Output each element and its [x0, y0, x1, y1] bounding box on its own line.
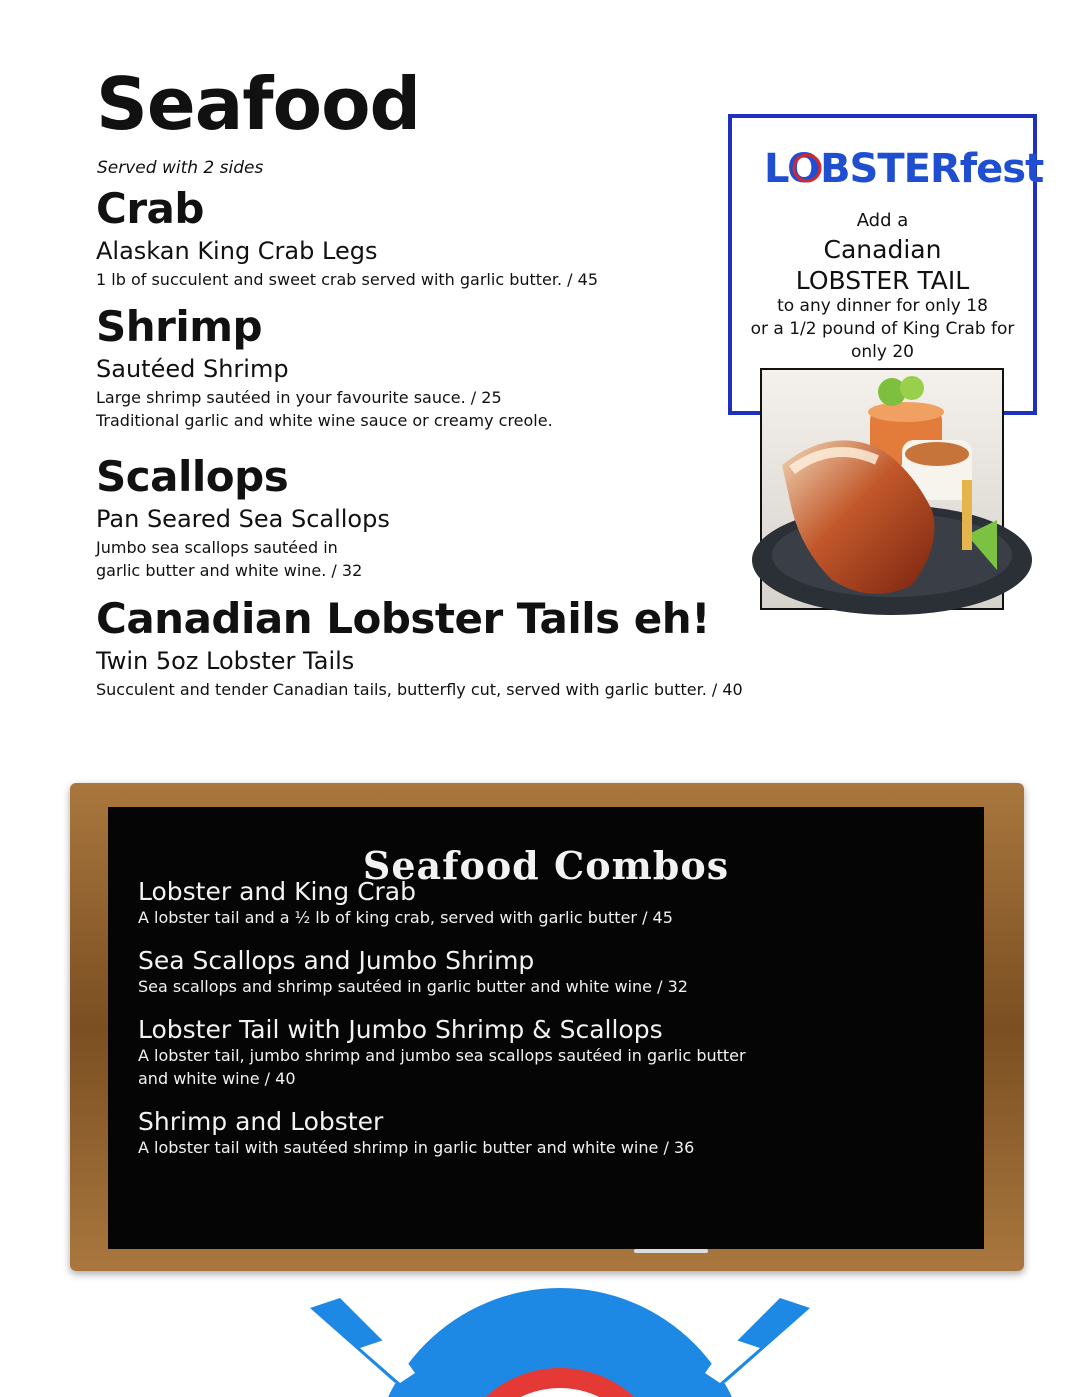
item-description: Jumbo sea scallops sautéed in [96, 538, 338, 557]
combo-description: A lobster tail, jumbo shrimp and jumbo sea scallops sautéed in garlic butter [138, 1046, 746, 1065]
promo-line: or a 1/2 pound of King Crab for [750, 319, 1015, 339]
item-description: Large shrimp sautéed in your favourite sauce. / 25 [96, 388, 502, 407]
promo-line: only 20 [851, 342, 914, 362]
chalkboard-frame [70, 783, 1024, 1271]
category-scallops: Scallops [96, 452, 289, 501]
logo-text: LOBSTERfest [764, 146, 1044, 192]
item-description: 1 lb of succulent and sweet crab served with garlic butter. / 45 [96, 270, 598, 289]
category-lobster-tails: Canadian Lobster Tails eh! [96, 594, 710, 643]
combo-description: Sea scallops and shrimp sautéed in garlic butter and white wine / 32 [138, 977, 688, 996]
lobsterfest-logo [762, 140, 1044, 192]
category-crab: Crab [96, 184, 204, 233]
combos-title: Seafood Combos [362, 843, 730, 888]
promo-line: to any dinner for only 18 [777, 296, 988, 316]
item-king-crab-legs: Alaskan King Crab Legs [96, 237, 378, 265]
chalk-stick [634, 1249, 708, 1253]
promo-line: Canadian [823, 235, 942, 264]
chalkboard [108, 807, 984, 1249]
combo-name: Sea Scallops and Jumbo Shrimp [138, 946, 535, 975]
item-description: Traditional garlic and white wine sauce or creamy creole. [96, 411, 553, 430]
item-description: Succulent and tender Canadian tails, butterfly cut, served with garlic butter. / 40 [96, 680, 743, 699]
item-description: garlic butter and white wine. / 32 [96, 561, 363, 580]
category-shrimp: Shrimp [96, 302, 263, 351]
item-sauteed-shrimp: Sautéed Shrimp [96, 355, 289, 383]
page-subtitle: Served with 2 sides [97, 158, 264, 178]
combo-description: and white wine / 40 [138, 1069, 296, 1088]
combo-name: Lobster and King Crab [138, 877, 416, 906]
combo-name: Lobster Tail with Jumbo Shrimp & Scallops [138, 1015, 663, 1044]
page-title: Seafood [96, 62, 421, 146]
combo-name: Shrimp and Lobster [138, 1107, 384, 1136]
item-twin-lobster-tails: Twin 5oz Lobster Tails [96, 647, 355, 675]
promo-line: LOBSTER TAIL [795, 266, 970, 295]
restaurant-emblem [300, 1278, 820, 1397]
lobster-tail-photo [760, 368, 1004, 610]
combo-description: A lobster tail with sautéed shrimp in garlic butter and white wine / 36 [138, 1138, 695, 1157]
promo-line: Add a [856, 210, 909, 231]
item-pan-seared-scallops: Pan Seared Sea Scallops [96, 505, 390, 533]
combo-description: A lobster tail and a ½ lb of king crab, served with garlic butter / 45 [138, 908, 673, 927]
